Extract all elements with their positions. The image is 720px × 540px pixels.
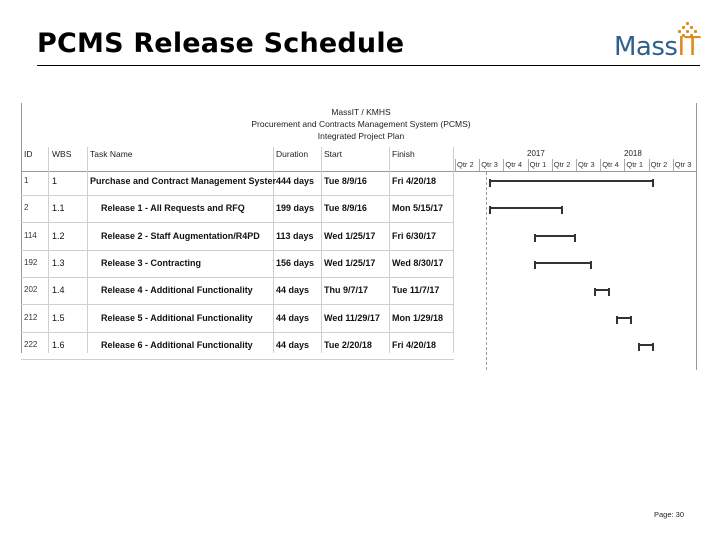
cell-task-name: Release 1 - All Requests and RFQ bbox=[101, 203, 245, 214]
plan-header-system: Procurement and Contracts Management System (PCMS) bbox=[251, 119, 471, 129]
cell-start: Tue 8/9/16 bbox=[324, 203, 367, 214]
cell-id: 2 bbox=[24, 203, 29, 213]
task-bar[interactable] bbox=[534, 235, 575, 237]
cell-finish: Tue 11/7/17 bbox=[392, 285, 440, 296]
column-header-wbs: WBS bbox=[52, 149, 72, 159]
quarter-divider bbox=[552, 159, 553, 171]
cell-wbs: 1.1 bbox=[52, 203, 65, 214]
row-divider bbox=[21, 250, 454, 251]
today-marker bbox=[486, 172, 487, 370]
cell-task-name: Release 2 - Staff Augmentation/R4PD bbox=[101, 230, 260, 241]
cell-start: Wed 1/25/17 bbox=[324, 230, 376, 241]
cell-duration: 444 days bbox=[276, 176, 315, 186]
cell-finish: Mon 1/29/18 bbox=[392, 312, 444, 323]
column-header-finish: Finish bbox=[392, 149, 415, 159]
cell-start: Tue 8/9/16 bbox=[324, 176, 367, 186]
row-divider bbox=[21, 359, 454, 360]
row-divider bbox=[21, 332, 454, 333]
timeline-quarter: Qtr 2 bbox=[457, 160, 474, 169]
cell-finish: Wed 8/30/17 bbox=[392, 257, 444, 268]
timeline-quarter: Qtr 2 bbox=[553, 160, 571, 169]
timeline-quarter: Qtr 3 bbox=[481, 160, 498, 169]
cell-duration: 44 days bbox=[276, 312, 310, 323]
task-bar[interactable] bbox=[489, 207, 563, 209]
cell-task-name: Release 6 - Additional Functionality bbox=[101, 339, 253, 350]
quarter-divider bbox=[479, 159, 480, 171]
cell-id: 1 bbox=[24, 176, 29, 185]
massit-logo bbox=[614, 22, 704, 66]
gantt-right-border bbox=[696, 103, 697, 370]
plan-header bbox=[201, 106, 521, 142]
task-bar[interactable] bbox=[489, 180, 653, 182]
column-header-duration: Duration bbox=[276, 149, 309, 159]
cell-finish: Fri 6/30/17 bbox=[392, 230, 437, 241]
column-header-task: Task Name bbox=[90, 149, 133, 159]
slide-title: PCMS Release Schedule bbox=[37, 28, 405, 59]
cell-start: Wed 1/25/17 bbox=[324, 257, 376, 268]
quarter-divider bbox=[455, 159, 456, 171]
column-header-start: Start bbox=[324, 149, 342, 159]
cell-wbs: 1.2 bbox=[52, 230, 65, 241]
timeline-quarter: Qtr 3 bbox=[674, 160, 692, 169]
quarter-divider bbox=[673, 159, 674, 171]
quarter-divider bbox=[624, 159, 625, 171]
quarter-divider bbox=[649, 159, 650, 171]
cell-task-name: Release 5 - Additional Functionality bbox=[101, 312, 253, 323]
timeline-quarter: Qtr 4 bbox=[505, 160, 523, 169]
timeline-quarter: Qtr 4 bbox=[602, 160, 619, 169]
cell-id: 222 bbox=[24, 339, 38, 349]
cell-start: Wed 11/29/17 bbox=[324, 312, 380, 323]
header-rule bbox=[21, 171, 696, 172]
plan-header-plan: Integrated Project Plan bbox=[317, 131, 405, 141]
cell-id: 192 bbox=[24, 257, 38, 267]
quarter-divider bbox=[528, 159, 529, 171]
plan-header-org: MassIT / KMHS bbox=[331, 107, 391, 117]
cell-task-name: Purchase and Contract Management Syster bbox=[90, 176, 277, 186]
cell-finish: Fri 4/20/18 bbox=[392, 176, 437, 186]
cell-wbs: 1.3 bbox=[52, 257, 65, 268]
task-bar[interactable] bbox=[616, 317, 632, 319]
cell-id: 212 bbox=[24, 312, 38, 322]
logo-text-accent: IT bbox=[677, 32, 701, 62]
logo-text bbox=[614, 32, 700, 62]
timeline-quarter: Qtr 2 bbox=[650, 160, 668, 169]
cell-id: 114 bbox=[24, 230, 37, 240]
quarter-divider bbox=[503, 159, 504, 171]
cell-duration: 199 days bbox=[276, 203, 315, 214]
cell-task-name: Release 3 - Contracting bbox=[101, 257, 202, 268]
cell-wbs: 1.4 bbox=[52, 285, 65, 296]
column-header-id: ID bbox=[24, 149, 33, 159]
timeline-quarter: Qtr 1 bbox=[529, 160, 547, 169]
row-divider bbox=[21, 222, 454, 223]
cell-id: 202 bbox=[24, 285, 38, 295]
cell-duration: 113 days bbox=[276, 230, 314, 241]
title-divider bbox=[37, 65, 700, 66]
gantt-chart bbox=[21, 103, 698, 370]
row-divider bbox=[21, 277, 454, 278]
timeline-quarter: Qtr 3 bbox=[578, 160, 595, 169]
cell-duration: 44 days bbox=[276, 339, 310, 350]
timeline-year-2018: 2018 bbox=[624, 149, 642, 158]
cell-start: Tue 2/20/18 bbox=[324, 339, 372, 350]
task-bar[interactable] bbox=[594, 289, 610, 291]
gantt-left-border bbox=[21, 103, 22, 353]
task-bar[interactable] bbox=[638, 344, 654, 346]
page-number: Page: 30 bbox=[654, 510, 685, 519]
cell-duration: 156 days bbox=[276, 257, 315, 268]
cell-finish: Mon 5/15/17 bbox=[392, 203, 444, 214]
row-divider bbox=[21, 304, 454, 305]
row-divider bbox=[21, 195, 454, 196]
timeline-quarter: Qtr 1 bbox=[626, 160, 644, 169]
task-bar[interactable] bbox=[534, 262, 592, 264]
quarter-divider bbox=[576, 159, 577, 171]
timeline-year-2017: 2017 bbox=[527, 149, 545, 158]
quarter-divider bbox=[600, 159, 601, 171]
cell-wbs: 1 bbox=[52, 176, 58, 186]
cell-start: Thu 9/7/17 bbox=[324, 285, 369, 296]
cell-wbs: 1.6 bbox=[52, 339, 65, 350]
cell-task-name: Release 4 - Additional Functionality bbox=[101, 285, 253, 296]
cell-finish: Fri 4/20/18 bbox=[392, 339, 437, 350]
cell-wbs: 1.5 bbox=[52, 312, 65, 323]
logo-text-main: Mass bbox=[614, 32, 678, 62]
cell-duration: 44 days bbox=[276, 285, 310, 296]
